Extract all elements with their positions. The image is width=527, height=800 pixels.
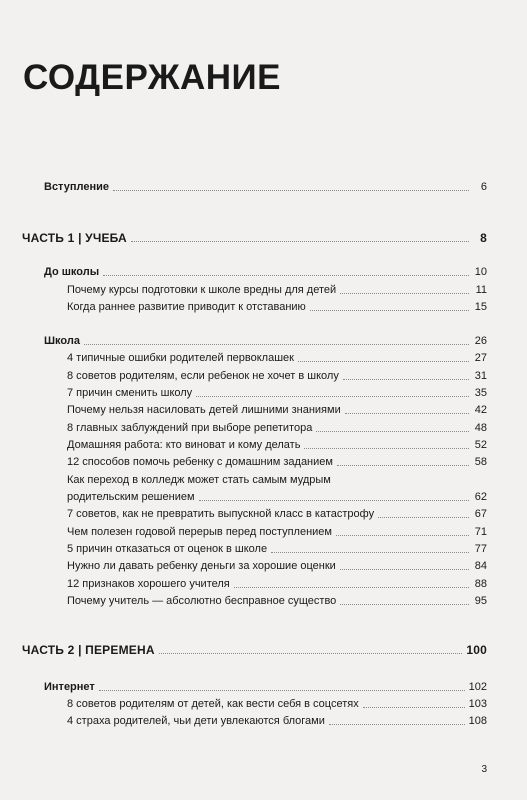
leader-dots	[316, 431, 469, 432]
toc-section-before-school[interactable]	[0, 263, 527, 279]
toc-section-page: 26	[474, 335, 487, 347]
toc-item-label: родительским решением	[67, 491, 195, 503]
toc-item[interactable]	[0, 695, 527, 711]
toc-item-label: 8 советов родителям, если ребенок не хочет в школу	[67, 370, 339, 382]
toc-item-page: 108	[468, 715, 487, 727]
toc-item-label: Почему учитель — абсолютно бесправное существо	[67, 595, 337, 607]
toc-item-page: 84	[474, 560, 487, 572]
leader-dots	[329, 724, 465, 725]
toc-entry-page: 6	[480, 181, 487, 193]
toc-section-label: Интернет	[44, 681, 95, 693]
toc-item-label: 4 страха родителей, чьи дети увлекаются блогами	[67, 715, 325, 727]
toc-item-label: 4 типичные ошибки родителей первоклашек	[67, 352, 294, 364]
toc-item[interactable]	[0, 592, 527, 608]
leader-dots	[199, 500, 469, 501]
toc-item[interactable]	[0, 523, 527, 539]
leader-dots	[343, 379, 469, 380]
toc-section-label: До школы	[44, 266, 100, 278]
toc-item-label: 12 способов помочь ребенку с домашним заданием	[67, 456, 333, 468]
toc-item[interactable]	[0, 471, 527, 487]
toc-item-label: 12 признаков хорошего учителя	[67, 578, 230, 590]
toc-item-label: Почему курсы подготовки к школе вредны для детей	[67, 284, 337, 296]
toc-item-label: 5 причин отказаться от оценок в школе	[67, 543, 268, 555]
leader-dots	[336, 535, 469, 536]
toc-item[interactable]	[0, 298, 527, 314]
toc-part-page: 8	[480, 231, 487, 245]
toc-section-school[interactable]	[0, 332, 527, 348]
toc-item-label: 8 советов родителям от детей, как вести себя в соцсетях	[67, 698, 359, 710]
toc-item[interactable]	[0, 281, 527, 297]
leader-dots	[84, 344, 469, 345]
toc-item[interactable]	[0, 488, 527, 504]
toc-item[interactable]	[0, 575, 527, 591]
toc-item[interactable]	[0, 540, 527, 556]
toc-item-page: 48	[474, 422, 487, 434]
toc-item-label: Как переход в колледж может стать самым мудрым	[67, 474, 331, 486]
leader-dots	[131, 241, 469, 242]
leader-dots	[337, 465, 469, 466]
toc-item-page: 35	[474, 387, 487, 399]
toc-part-1[interactable]	[0, 229, 527, 245]
leader-dots	[298, 361, 469, 362]
toc-item[interactable]	[0, 453, 527, 469]
toc-item[interactable]	[0, 712, 527, 728]
toc-item-label: Когда раннее развитие приводит к отставанию	[67, 301, 306, 313]
toc-entry-label: Вступление	[44, 181, 109, 193]
toc-part-label: ЧАСТЬ 1 | УЧЕБА	[22, 231, 127, 245]
toc-item-page: 27	[474, 352, 487, 364]
leader-dots	[363, 707, 465, 708]
toc-part-label: ЧАСТЬ 2 | ПЕРЕМЕНА	[22, 643, 155, 657]
leader-dots	[310, 310, 469, 311]
leader-dots	[234, 587, 469, 588]
toc-item-label: 7 советов, как не превратить выпускной класс в катастрофу	[67, 508, 375, 520]
toc-item-page: 95	[474, 595, 487, 607]
leader-dots	[345, 413, 469, 414]
toc-item-label: Почему нельзя насиловать детей лишними знаниями	[67, 404, 341, 416]
toc-part-2[interactable]	[0, 641, 527, 657]
leader-dots	[378, 517, 469, 518]
toc-item-page: 15	[474, 301, 487, 313]
toc-item[interactable]	[0, 419, 527, 435]
leader-dots	[113, 190, 469, 191]
toc-item[interactable]	[0, 349, 527, 365]
toc-item-page: 62	[474, 491, 487, 503]
leader-dots	[340, 293, 469, 294]
toc-section-page: 102	[468, 681, 487, 693]
leader-dots	[340, 604, 469, 605]
toc-item-label: Домашняя работа: кто виноват и кому делать	[67, 439, 301, 451]
toc-item-page: 11	[475, 284, 487, 296]
leader-dots	[304, 448, 469, 449]
page-title: СОДЕРЖАНИЕ	[23, 58, 282, 97]
leader-dots	[99, 690, 465, 691]
toc-section-label: Школа	[44, 335, 80, 347]
toc-item[interactable]	[0, 401, 527, 417]
leader-dots	[271, 552, 469, 553]
toc-item-page: 31	[474, 370, 487, 382]
leader-dots	[196, 396, 469, 397]
toc-section-page: 10	[474, 266, 487, 278]
toc-item-page: 88	[474, 578, 487, 590]
leader-dots	[103, 275, 469, 276]
toc-item[interactable]	[0, 384, 527, 400]
toc-item-label: Нужно ли давать ребенку деньги за хорошие оценки	[67, 560, 336, 572]
toc-item-page: 103	[468, 698, 487, 710]
toc-item[interactable]	[0, 557, 527, 573]
toc-section-internet[interactable]	[0, 678, 527, 694]
toc-item-label: 8 главных заблуждений при выборе репетитора	[67, 422, 313, 434]
page-number: 3	[481, 764, 487, 775]
toc-item[interactable]	[0, 436, 527, 452]
toc-item-label: 7 причин сменить школу	[67, 387, 193, 399]
toc-part-page: 100	[466, 643, 487, 657]
toc-item-page: 42	[474, 404, 487, 416]
toc-item[interactable]	[0, 505, 527, 521]
toc-entry-intro[interactable]	[0, 178, 527, 194]
toc-item-page: 67	[474, 508, 487, 520]
toc-item-page: 71	[474, 526, 487, 538]
toc-item-page: 77	[474, 543, 487, 555]
leader-dots	[340, 569, 469, 570]
toc-item-page: 52	[474, 439, 487, 451]
toc-item-page: 58	[474, 456, 487, 468]
toc-item[interactable]	[0, 367, 527, 383]
toc-item-label: Чем полезен годовой перерыв перед поступлением	[67, 526, 332, 538]
leader-dots	[159, 653, 463, 654]
